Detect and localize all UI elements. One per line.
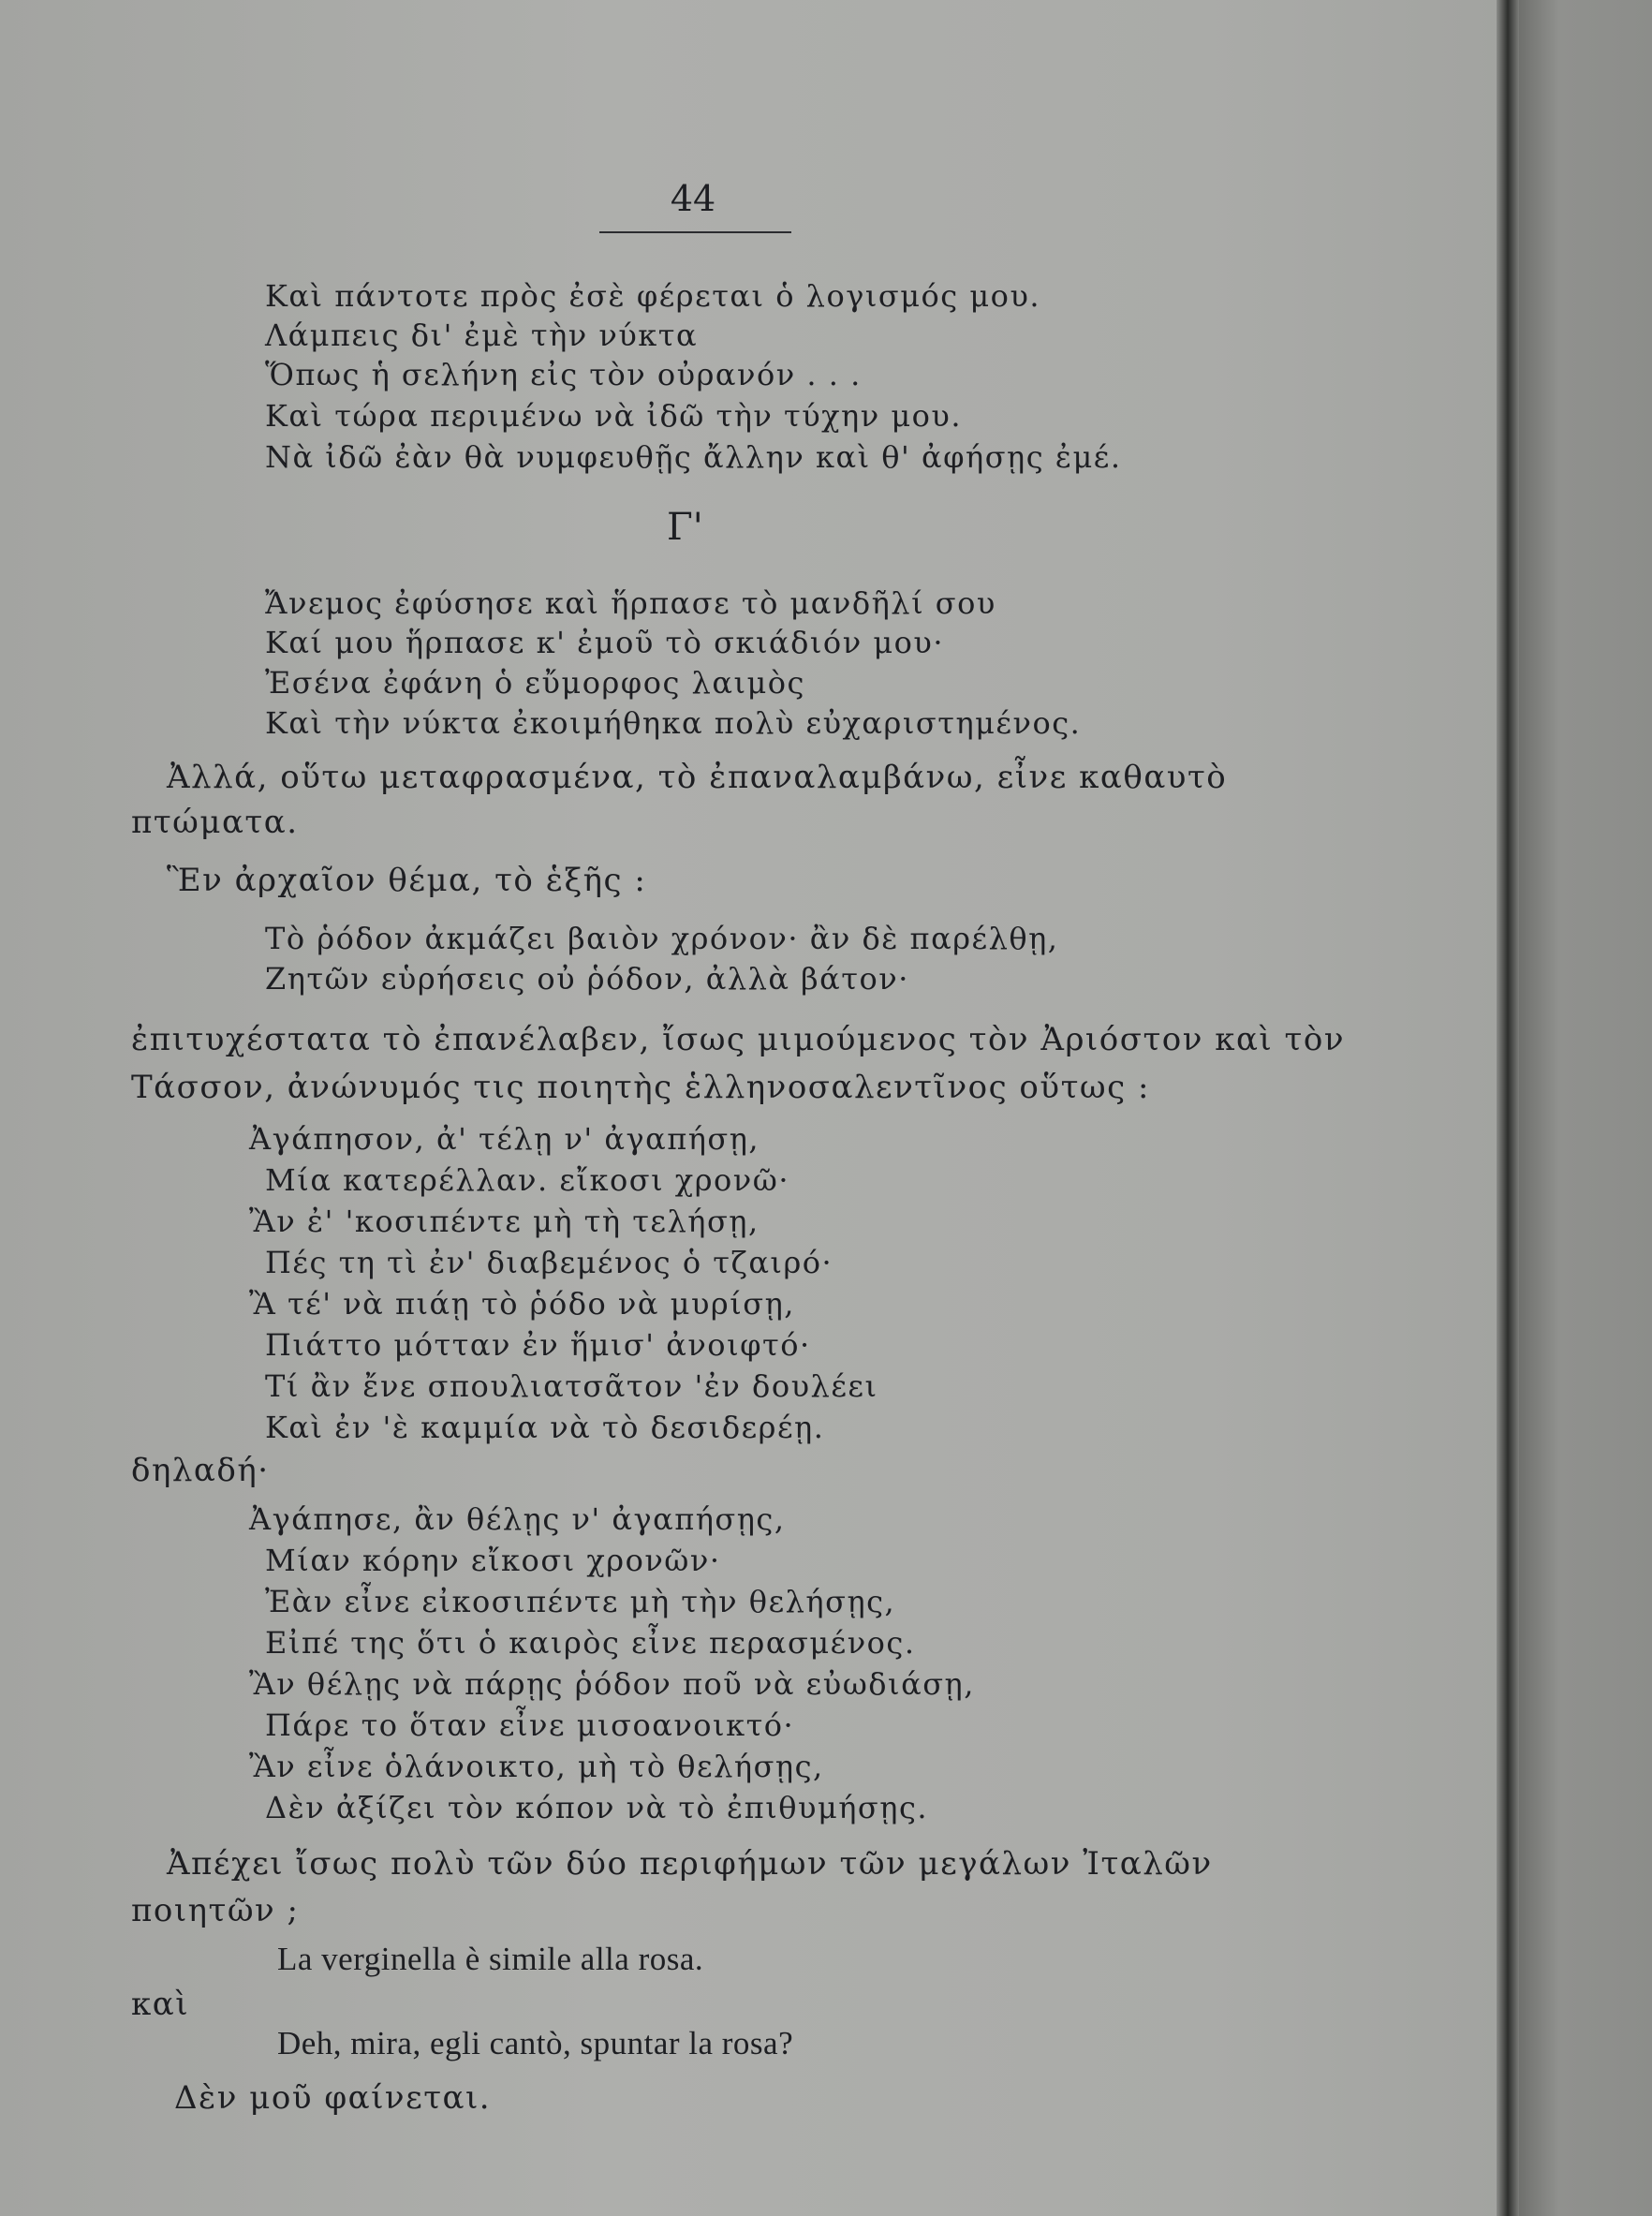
- couplet-line-2: Ζητῶν εὑρήσεις οὐ ῥόδον, ἀλλὰ βάτον·: [265, 961, 909, 997]
- stanza2-line-2: Καί μου ἥρπασε κ' ἐμοῦ τὸ σκιάδιόν μου·: [265, 625, 944, 660]
- translation-poem-line-6: Πάρε το ὅταν εἶνε μισοανοικτό·: [265, 1707, 795, 1743]
- dialect-poem-line-7: Τί ἂν ἔνε σπουλιατσᾶτον 'ἐν δουλέει: [265, 1368, 878, 1404]
- translation-poem-line-1: Ἀγάπησε, ἂν θέλῃς ν' ἀγαπήσῃς,: [249, 1501, 786, 1537]
- dialect-poem-line-2: Μία κατερέλλαν. εἴκοσι χρονῶ·: [265, 1162, 789, 1198]
- couplet-line-1: Τὸ ῥόδον ἀκμάζει βαιὸν χρόνον· ἂν δὲ παρέλθῃ,: [265, 921, 1059, 956]
- prose-paragraph-1-line-1: Ἀλλά, οὕτω μεταφρασμένα, τὸ ἐπαναλαμβάνω, εἶνε καθαυτὸ: [167, 759, 1228, 796]
- stanza1-line-2: Λάμπεις δι' ἐμὲ τὴν νύκτα: [265, 318, 699, 353]
- translation-poem-line-3: Ἐὰν εἶνε εἰκοσιπέντε μὴ τὴν θελήσῃς,: [265, 1584, 896, 1619]
- stanza2-line-3: Ἐσένα ἐφάνη ὁ εὔμορφος λαιμὸς: [265, 665, 805, 701]
- translation-poem-line-7: Ἂν εἶνε ὁλάνοικτο, μὴ τὸ θελήσῃς,: [249, 1749, 824, 1784]
- prose-conjunction: καὶ: [131, 1986, 190, 2023]
- dialect-poem-line-5: Ἂ τέ' νὰ πιάῃ τὸ ῥόδο νὰ μυρίσῃ,: [249, 1286, 795, 1322]
- section-heading: Γ': [667, 506, 703, 549]
- page-number-rule: [599, 231, 791, 233]
- stanza2-line-4: Καὶ τὴν νύκτα ἐκοιμήθηκα πολὺ εὐχαριστημένος.: [265, 705, 1082, 741]
- prose-paragraph-3-line-2: Τάσσον, ἀνώνυμός τις ποιητὴς ἑλληνοσαλεντῖνος οὕτως :: [131, 1069, 1150, 1106]
- prose-closing-line: Δὲν μοῦ φαίνεται.: [174, 2079, 492, 2117]
- translation-poem-line-4: Εἰπέ της ὅτι ὁ καιρὸς εἶνε περασμένος.: [265, 1625, 916, 1661]
- prose-paragraph-5-line-2: ποιητῶν ;: [131, 1892, 300, 1929]
- translation-poem-line-8: Δὲν ἀξίζει τὸν κόπον νὰ τὸ ἐπιθυμήσῃς.: [265, 1790, 929, 1825]
- translation-poem-line-5: Ἂν θέλῃς νὰ πάρῃς ῥόδον ποῦ νὰ εὐωδιάσῃ,: [249, 1666, 975, 1702]
- book-gutter: [1497, 0, 1519, 2216]
- stanza2-line-1: Ἄνεμος ἐφύσησε καὶ ἥρπασε τὸ μανδῆλί σου: [265, 585, 996, 621]
- dialect-poem-line-8: Καὶ ἐν 'ὲ καμμία νὰ τὸ δεσιδερέῃ.: [265, 1410, 825, 1445]
- stanza1-line-4: Καὶ τώρα περιμένω νὰ ἰδῶ τὴν τύχην μου.: [265, 398, 963, 434]
- prose-paragraph-4: δηλαδή·: [131, 1452, 270, 1489]
- stanza1-line-1: Καὶ πάντοτε πρὸς ἐσὲ φέρεται ὁ λογισμός μου.: [265, 278, 1041, 314]
- translation-poem-line-2: Μίαν κόρην εἴκοσι χρονῶν·: [265, 1543, 721, 1578]
- prose-paragraph-5-line-1: Ἀπέχει ἴσως πολὺ τῶν δύο περιφήμων τῶν μεγάλων Ἰταλῶν: [167, 1845, 1213, 1883]
- dialect-poem-line-6: Πιάττο μότταν ἐν ἥμισ' ἀνοιφτό·: [265, 1327, 811, 1363]
- stanza1-line-3: Ὅπως ἡ σελήνη εἰς τὸν οὐρανόν . . .: [265, 357, 862, 392]
- dialect-poem-line-1: Ἀγάπησον, ἀ' τέλῃ ν' ἀγαπήσῃ,: [249, 1121, 760, 1157]
- italian-verse-1: La verginella è simile alla rosa.: [277, 1941, 704, 1977]
- italian-verse-2: Deh, mira, egli cantò, spuntar la rosa?: [277, 2025, 794, 2061]
- adjacent-page-edge: [1519, 0, 1652, 2216]
- prose-paragraph-2: Ἓν ἀρχαῖον θέμα, τὸ ἑξῆς :: [167, 862, 647, 899]
- prose-paragraph-3-line-1: ἐπιτυχέστατα τὸ ἐπανέλαβεν, ἴσως μιμούμενος τὸν Ἀριόστον καὶ τὸν: [131, 1021, 1345, 1058]
- page-number: 44: [670, 178, 716, 219]
- stanza1-line-5: Νὰ ἰδῶ ἐὰν θὰ νυμφευθῇς ἄλλην καὶ θ' ἀφήσῃς ἐμέ.: [265, 439, 1122, 475]
- dialect-poem-line-3: Ἂν ἐ' 'κοσιπέντε μὴ τὴ τελήσῃ,: [249, 1204, 760, 1239]
- prose-paragraph-1-line-2: πτώματα.: [131, 804, 299, 841]
- dialect-poem-line-4: Πές τη τὶ ἐν' διαβεμένος ὁ τζαιρό·: [265, 1245, 833, 1280]
